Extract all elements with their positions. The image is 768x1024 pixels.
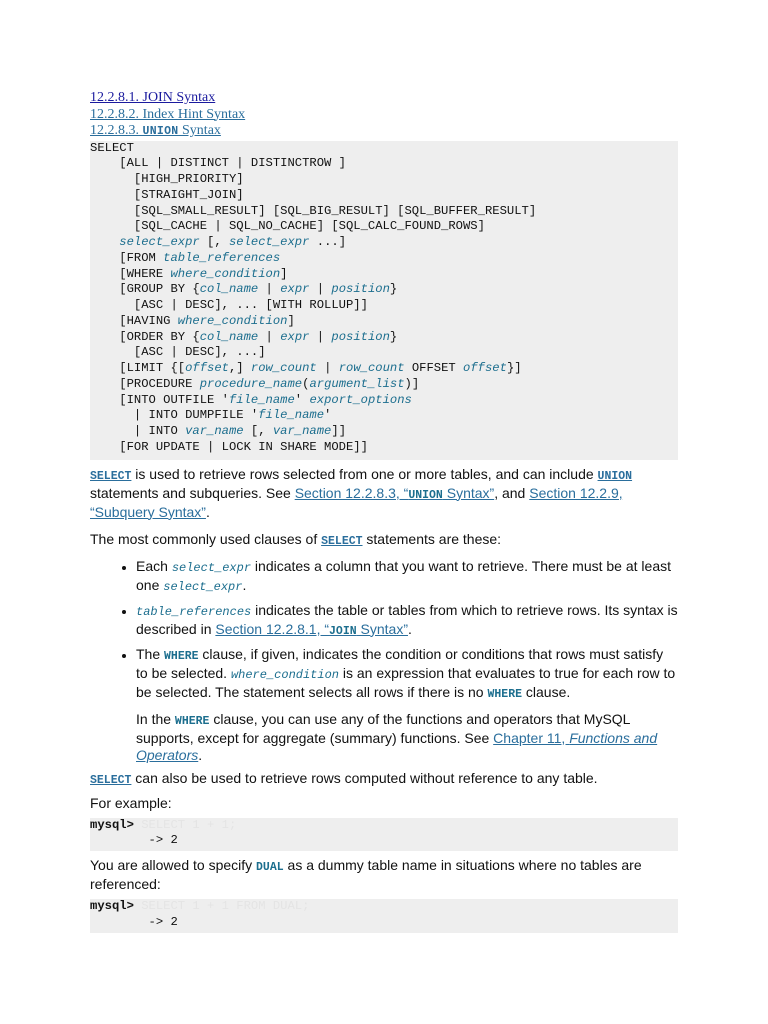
select-keyword-link[interactable]: SELECT [321, 534, 363, 548]
select-keyword-link[interactable]: SELECT [90, 773, 132, 787]
example-command: SELECT 1 + 1; [133, 817, 237, 832]
toc-link-union-syntax[interactable]: 12.2.8.3. UNION Syntax [90, 123, 221, 138]
example-result: -> 2 [90, 833, 178, 848]
mysql-prompt: mysql> [90, 817, 134, 832]
list-item-select-expr: • Each select_expr indicates a column that you want to retrieve. There must be at least one select_expr. [136, 558, 678, 596]
for-example-paragraph: For example: [90, 794, 172, 811]
example-code-block-2 [90, 899, 678, 933]
toc-link-join-syntax[interactable]: 12.2.8.1. JOIN Syntax [90, 90, 216, 105]
toc-item-index-hint [90, 107, 678, 124]
toc-item-join [90, 90, 678, 107]
list-item-table-references: • table_references indicates the table or tables from which to retrieve rows. Its syntax is described in Section 12.2.8.1, “JOIN Syntax”. [136, 602, 678, 640]
example-code-block-1 [90, 818, 678, 852]
toc-link-index-hint-syntax[interactable]: 12.2.8.2. Index Hint Syntax [90, 106, 246, 122]
select-without-table-paragraph: SELECT can also be used to retrieve rows computed without reference to any table. [90, 769, 598, 787]
link-subquery-syntax-section[interactable]: Section 12.2.9, “Subquery Syntax” [90, 484, 623, 520]
mysql-prompt: mysql> [90, 899, 134, 913]
select-keyword-link[interactable]: SELECT [90, 469, 132, 483]
where-functions-paragraph: In the WHERE clause, you can use any of the functions and operators that MySQL supports, except for aggregate (summary) functions. See Chapter 11, Functions and Operators. [136, 710, 658, 763]
list-item-where-clause: • The WHERE clause, if given, indicates the condition or conditions that rows must satisfy to be selected. where_condition is an expression that evaluates to true for each row to be selected. The statement selects all rows if there is no WHERE clause. In the WHERE clause, you can use any of the functions and operators that MySQL supports, except for aggregate (summary) functions. See Chapter 11, Functions and Operators. [136, 646, 678, 764]
dual-paragraph: You are allowed to specify DUAL as a dummy table name in situations where no tables are referenced: [90, 857, 642, 892]
union-keyword-link[interactable]: UNION [597, 469, 633, 483]
link-functions-operators-chapter[interactable]: Chapter 11, Functions and Operators [136, 729, 658, 763]
example-result: -> 2 [90, 914, 178, 929]
select-syntax-block: SELECT [ALL | DISTINCT | DISTINCTROW ] [HIGH_PRIORITY] [STRAIGHT_JOIN] [SQL_SMALL_RESULT] [SQL_BIG_RESULT] [SQL_BUFFER_RESULT] [SQL_CACHE | SQL_NO_CACHE] [SQL_CALC_FOUND_ROWS] select_expr [, select_expr ...] [FROM table_references [WHERE where_condition] [GROUP BY {col_name | expr | position} [ASC | DESC], ... [WITH ROLLUP]] [HAVING where_condition] [ORDER BY {col_name | expr | position} [ASC | DESC], ...] [LIMIT {[offset,] row_count | row_count OFFSET offset}] [PROCEDURE procedure_name(argument_list)] [INTO OUTFILE 'file_name' export_options | INTO DUMPFILE 'file_name' | INTO var_name [, var_name]] [FOR UPDATE | LOCK IN SHARE MODE]] [90, 141, 678, 460]
clauses-list [90, 558, 678, 764]
clauses-intro-paragraph: The most commonly used clauses of SELECT statements are these: [90, 530, 502, 548]
select-description-paragraph: SELECT is used to retrieve rows selected from one or more tables, and can include UNION statements and subqueries. See Section 12.2.8.3, “UNION Syntax”, and Section 12.2.9, “Subquery Syntax”. [90, 465, 633, 520]
example-command: SELECT 1 + 1 FROM DUAL; [133, 899, 310, 913]
link-union-syntax-section[interactable]: Section 12.2.8.3, “UNION Syntax” [294, 484, 495, 502]
link-join-syntax-section[interactable]: Section 12.2.8.1, “JOIN Syntax” [215, 620, 408, 638]
toc-item-union [90, 123, 678, 141]
toc [90, 0, 678, 141]
